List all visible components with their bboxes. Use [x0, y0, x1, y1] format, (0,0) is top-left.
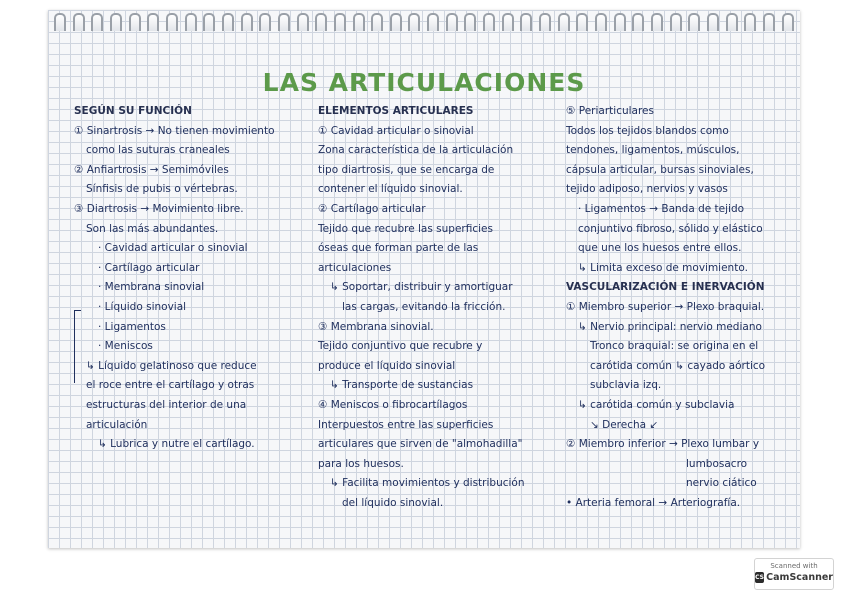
note-line: ↘ Derecha ↙: [590, 418, 659, 431]
ring-icon: [707, 13, 719, 31]
ring-icon: [651, 13, 663, 31]
note-line: conjuntivo fibroso, sólido y elástico: [578, 222, 763, 235]
note-line: Tejido conjuntivo que recubre y: [318, 340, 483, 353]
note-line: las cargas, evitando la fricción.: [342, 300, 506, 313]
list-item: · Cartílago articular: [98, 261, 200, 274]
ring-icon: [390, 13, 402, 31]
ring-icon: [297, 13, 309, 31]
ring-icon: [129, 13, 141, 31]
ring-icon: [614, 13, 626, 31]
note-line: ↳ Facilita movimientos y distribución: [330, 477, 525, 490]
ring-icon: [539, 13, 551, 31]
note-line: lumbosacro: [686, 457, 748, 470]
note-line: ↳ Lubrica y nutre el cartílago.: [98, 438, 255, 451]
note-line: articulación: [86, 418, 148, 431]
note-line: tejido adiposo, nervios y vasos: [566, 183, 728, 196]
note-line: ↳ Limita exceso de movimiento.: [578, 261, 748, 274]
scanner-watermark: [754, 558, 834, 590]
list-item: · Líquido sinovial: [98, 300, 187, 313]
note-line: para los huesos.: [318, 457, 404, 470]
note-line: del líquido sinovial.: [342, 496, 444, 509]
list-item: · Membrana sinovial: [98, 281, 205, 294]
note-line: • Arteria femoral → Arteriografía.: [566, 496, 741, 509]
list-item: · Meniscos: [98, 340, 153, 353]
column-periarticulares-vascularizacion: [566, 102, 798, 513]
ring-icon: [73, 13, 85, 31]
note-line: ① Sinartrosis → No tienen movimiento: [74, 124, 275, 137]
note-line: ② Cartílago articular: [318, 202, 426, 215]
note-line: nervio ciático: [686, 477, 757, 490]
note-line: Sínfisis de pubis o vértebras.: [86, 183, 238, 196]
ring-icon: [688, 13, 700, 31]
column-elementos-articulares: [318, 102, 568, 513]
ring-icon: [763, 13, 775, 31]
note-line: ② Anfiartrosis → Semimóviles: [74, 163, 229, 176]
note-line: que une los huesos entre ellos.: [578, 242, 742, 255]
note-line: cápsula articular, bursas sinoviales,: [566, 163, 754, 176]
note-line: produce el líquido sinovial: [318, 359, 456, 372]
note-line: Tronco braquial: se origina en el: [590, 340, 759, 353]
ring-icon: [632, 13, 644, 31]
note-line: ① Cavidad articular o sinovial: [318, 124, 474, 137]
note-line: estructuras del interior de una: [86, 398, 247, 411]
scanner-caption: Scanned with: [770, 562, 818, 570]
ring-icon: [185, 13, 197, 31]
note-line: ⑤ Periarticulares: [566, 105, 654, 117]
note-line: articulares que sirven de "almohadilla": [318, 438, 523, 451]
list-item: · Ligamentos: [98, 320, 166, 333]
ring-icon: [744, 13, 756, 31]
section-heading: SEGÚN SU FUNCIÓN: [74, 105, 192, 117]
note-line: tendones, ligamentos, músculos,: [566, 144, 740, 157]
ring-icon: [241, 13, 253, 31]
note-line: Tejido que recubre las superficies: [318, 222, 493, 235]
ring-icon: [558, 13, 570, 31]
ring-icon: [54, 13, 66, 31]
note-line: como las suturas craneales: [86, 144, 230, 157]
ring-icon: [315, 13, 327, 31]
ring-icon: [427, 13, 439, 31]
note-line: ③ Membrana sinovial.: [318, 320, 434, 333]
note-line: subclavia izq.: [590, 379, 662, 392]
note-line: ↳ Transporte de sustancias: [330, 379, 474, 392]
ring-icon: [520, 13, 532, 31]
camscanner-logo-icon: CS: [755, 574, 764, 581]
ring-icon: [782, 13, 794, 31]
spiral-binding: [48, 10, 800, 34]
column-segun-su-funcion: [74, 102, 314, 455]
note-line: el roce entre el cartílago y otras: [86, 379, 255, 392]
ring-icon: [203, 13, 215, 31]
note-line: tipo diartrosis, que se encarga de: [318, 163, 495, 176]
note-line: ② Miembro inferior → Plexo lumbar y: [566, 438, 760, 451]
note-line: ③ Diartrosis → Movimiento libre.: [74, 202, 244, 215]
ring-icon: [446, 13, 458, 31]
note-line: ↳ Soportar, distribuir y amortiguar: [330, 281, 513, 294]
bracket-mark: [74, 310, 81, 383]
ring-icon: [110, 13, 122, 31]
ring-icon: [502, 13, 514, 31]
ring-icon: [353, 13, 365, 31]
ring-icon: [576, 13, 588, 31]
page-title: LAS ARTICULACIONES: [262, 68, 586, 97]
ring-icon: [464, 13, 476, 31]
note-line: óseas que forman parte de las: [318, 242, 479, 255]
ring-icon: [483, 13, 495, 31]
ring-icon: [670, 13, 682, 31]
scanner-brand: CamScanner: [766, 572, 833, 583]
ring-icon: [595, 13, 607, 31]
ring-icon: [371, 13, 383, 31]
ring-icon: [726, 13, 738, 31]
note-line: articulaciones: [318, 261, 392, 274]
list-item: · Cavidad articular o sinovial: [98, 242, 248, 255]
note-line: Son las más abundantes.: [86, 222, 219, 235]
ring-icon: [259, 13, 271, 31]
notebook-page: [48, 10, 800, 548]
section-heading: VASCULARIZACIÓN E INERVACIÓN: [566, 281, 765, 294]
note-line: carótida común ↳ cayado aórtico: [590, 359, 766, 372]
ring-icon: [147, 13, 159, 31]
note-line: ④ Meniscos o fibrocartílagos: [318, 398, 468, 411]
note-line: ↳ Nervio principal: nervio mediano: [578, 320, 762, 333]
ring-icon: [91, 13, 103, 31]
note-line: Interpuestos entre las superficies: [318, 418, 494, 431]
ring-icon: [278, 13, 290, 31]
list-item: · Ligamentos → Banda de tejido: [578, 202, 745, 215]
ring-icon: [334, 13, 346, 31]
ring-icon: [222, 13, 234, 31]
note-line: ↳ Líquido gelatinoso que reduce: [86, 359, 257, 372]
ring-icon: [408, 13, 420, 31]
note-line: contener el líquido sinovial.: [318, 183, 463, 196]
section-heading: ELEMENTOS ARTICULARES: [318, 105, 474, 117]
note-line: ↳ carótida común y subclavia: [578, 398, 735, 411]
ring-icon: [166, 13, 178, 31]
note-line: Todos los tejidos blandos como: [566, 124, 729, 137]
note-line: ① Miembro superior → Plexo braquial.: [566, 300, 765, 313]
note-line: Zona característica de la articulación: [318, 144, 514, 157]
